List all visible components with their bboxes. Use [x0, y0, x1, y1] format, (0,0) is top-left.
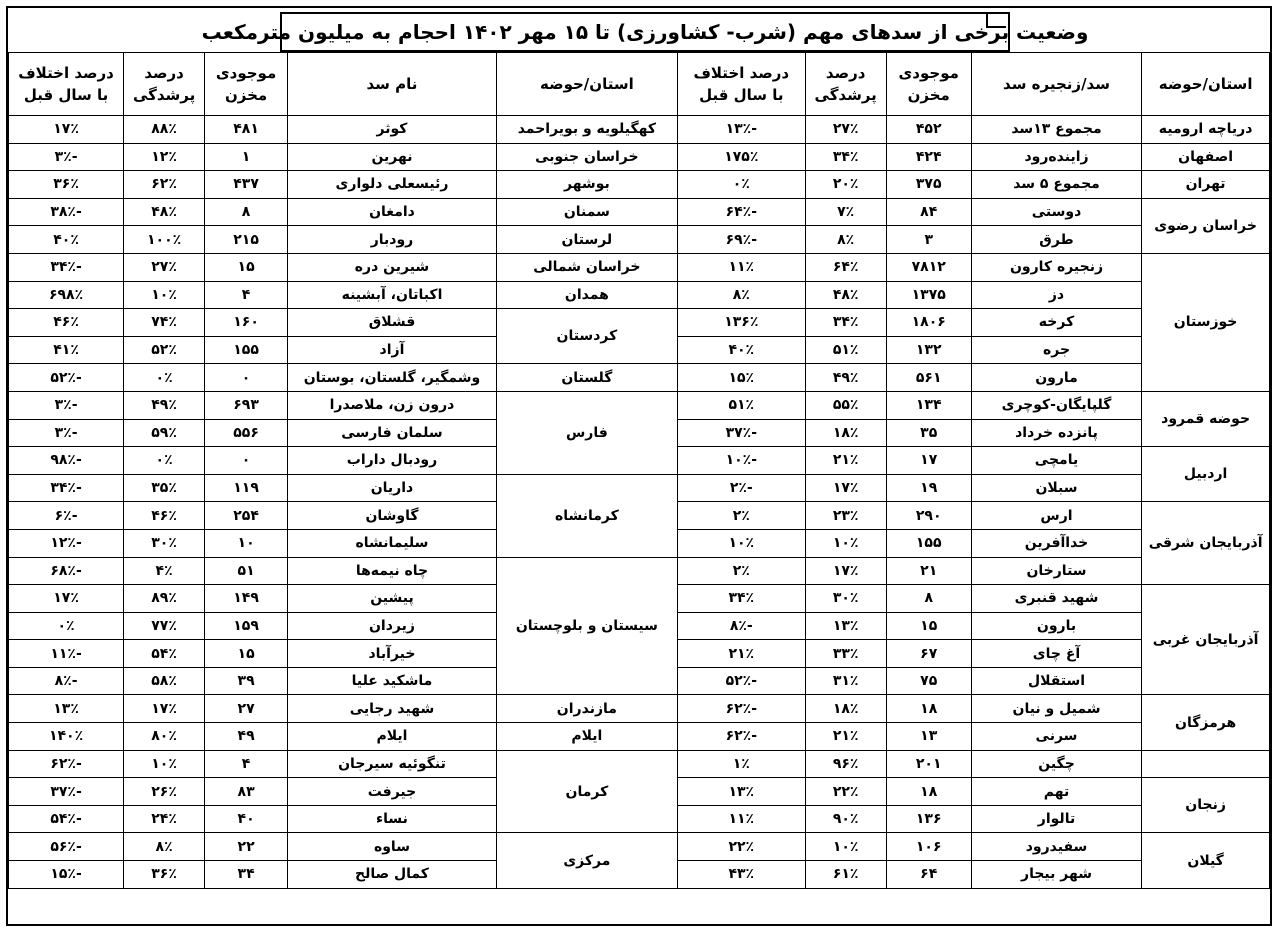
- table-row: [9, 750, 1270, 778]
- dam-name-cell-left: رودبال داراب: [288, 447, 497, 475]
- province-cell-right: حوضه قمرود: [1142, 391, 1270, 446]
- fill-percent-cell-left: ۲۴٪: [124, 805, 205, 833]
- diff-percent-cell-right: -۱۳٪: [677, 116, 805, 144]
- storage-cell-right: ۱۵۵: [886, 529, 971, 557]
- storage-cell-left: ۲۱۵: [205, 226, 288, 254]
- dam-name-cell-left: اکباتان، آبشینه: [288, 281, 497, 309]
- storage-cell-right: ۲۹۰: [886, 502, 971, 530]
- fill-percent-cell-right: ۳۰٪: [805, 585, 886, 613]
- fill-percent-cell-left: ۸۹٪: [124, 585, 205, 613]
- diff-percent-cell-right: ۰٪: [677, 171, 805, 199]
- province-cell-left: گلستان: [496, 364, 677, 392]
- diff-percent-cell-left: -۳۸٪: [9, 198, 124, 226]
- fill-percent-cell-right: ۲۱٪: [805, 723, 886, 751]
- storage-cell-left: ۴: [205, 750, 288, 778]
- diff-percent-cell-right: -۶۲٪: [677, 695, 805, 723]
- storage-cell-right: ۱۸: [886, 778, 971, 806]
- province-cell-left: سمنان: [496, 198, 677, 226]
- header-fill-left-line2: پرشدگی: [132, 86, 196, 104]
- fill-percent-cell-left: ۵۲٪: [124, 336, 205, 364]
- diff-percent-cell-right: ۱۰٪: [677, 529, 805, 557]
- diff-percent-cell-left: -۳۷٪: [9, 778, 124, 806]
- diff-percent-cell-left: ۱۳٪: [9, 695, 124, 723]
- header-province-right: استان/حوضه: [1142, 53, 1270, 116]
- dam-name-cell-left: چاه نیمه‌ها: [288, 557, 497, 585]
- fill-percent-cell-right: ۷٪: [805, 198, 886, 226]
- fill-percent-cell-left: ۳۰٪: [124, 529, 205, 557]
- dam-name-cell-right: شهید قنبری: [971, 585, 1141, 613]
- dam-name-cell-right: گلپایگان-کوچری: [971, 391, 1141, 419]
- dam-name-cell-left: دامغان: [288, 198, 497, 226]
- dam-name-cell-left: شهید رجایی: [288, 695, 497, 723]
- storage-cell-left: ۱۵۹: [205, 612, 288, 640]
- dam-name-cell-right: ارس: [971, 502, 1141, 530]
- dam-status-table: [8, 52, 1270, 889]
- province-cell-right: گیلان: [1142, 833, 1270, 888]
- province-cell-left: بوشهر: [496, 171, 677, 199]
- storage-cell-left: ۴۰: [205, 805, 288, 833]
- fill-percent-cell-left: ۲۶٪: [124, 778, 205, 806]
- dam-name-cell-right: آغ چای: [971, 640, 1141, 668]
- storage-cell-left: ۱۵: [205, 253, 288, 281]
- storage-cell-left: ۱۶۰: [205, 309, 288, 337]
- storage-cell-left: ۱۱۹: [205, 474, 288, 502]
- storage-cell-right: ۲۰۱: [886, 750, 971, 778]
- title-corner-mark: [986, 12, 1006, 28]
- dam-name-cell-right: پانزده خرداد: [971, 419, 1141, 447]
- fill-percent-cell-left: ۴۹٪: [124, 391, 205, 419]
- fill-percent-cell-right: ۲۳٪: [805, 502, 886, 530]
- storage-cell-right: ۱۸: [886, 695, 971, 723]
- dam-name-cell-left: کمال صالح: [288, 861, 497, 889]
- dam-name-cell-left: تنگوئیه سیرجان: [288, 750, 497, 778]
- dam-name-cell-left: سلیمانشاه: [288, 529, 497, 557]
- storage-cell-right: ۱۹: [886, 474, 971, 502]
- storage-cell-right: ۱۳۷۵: [886, 281, 971, 309]
- diff-percent-cell-right: -۵۲٪: [677, 667, 805, 695]
- province-cell-right: اصفهان: [1142, 143, 1270, 171]
- fill-percent-cell-left: ۱۰٪: [124, 281, 205, 309]
- fill-percent-cell-left: ۱۰۰٪: [124, 226, 205, 254]
- fill-percent-cell-right: ۲۲٪: [805, 778, 886, 806]
- diff-percent-cell-right: ۱۱٪: [677, 805, 805, 833]
- header-fill-right: [805, 53, 886, 116]
- table-title: [201, 12, 1089, 52]
- province-cell-left: کرمان: [496, 750, 677, 833]
- fill-percent-cell-right: ۶۱٪: [805, 861, 886, 889]
- diff-percent-cell-right: ۱۵٪: [677, 364, 805, 392]
- fill-percent-cell-left: ۳۶٪: [124, 861, 205, 889]
- storage-cell-right: ۵۶۱: [886, 364, 971, 392]
- header-diff-right-line1: درصد اختلاف: [693, 64, 790, 82]
- fill-percent-cell-left: ۱۰٪: [124, 750, 205, 778]
- fill-percent-cell-right: ۲۱٪: [805, 447, 886, 475]
- storage-cell-right: ۶۴: [886, 861, 971, 889]
- fill-percent-cell-left: ۰٪: [124, 364, 205, 392]
- dam-name-cell-right: یامچی: [971, 447, 1141, 475]
- dam-name-cell-left: زیردان: [288, 612, 497, 640]
- fill-percent-cell-right: ۳۳٪: [805, 640, 886, 668]
- province-cell-left: مرکزی: [496, 833, 677, 888]
- diff-percent-cell-left: -۶٪: [9, 502, 124, 530]
- title-text: وضعیت برخی از سدهای مهم (شرب- کشاورزی) تا ۱۵ مهر ۱۴۰۲ احجام به میلیون مترمکعب: [201, 20, 1089, 44]
- storage-cell-right: ۶۷: [886, 640, 971, 668]
- diff-percent-cell-left: -۵۴٪: [9, 805, 124, 833]
- fill-percent-cell-right: ۳۴٪: [805, 309, 886, 337]
- province-cell-right: اردبیل: [1142, 447, 1270, 502]
- dam-name-cell-right: طرق: [971, 226, 1141, 254]
- dam-name-cell-left: آزاد: [288, 336, 497, 364]
- dam-name-cell-right: شهر بیجار: [971, 861, 1141, 889]
- diff-percent-cell-left: -۳٪: [9, 391, 124, 419]
- diff-percent-cell-left: -۳٪: [9, 143, 124, 171]
- diff-percent-cell-left: ۰٪: [9, 612, 124, 640]
- fill-percent-cell-right: ۹۶٪: [805, 750, 886, 778]
- fill-percent-cell-right: ۲۰٪: [805, 171, 886, 199]
- diff-percent-cell-left: -۳۴٪: [9, 474, 124, 502]
- fill-percent-cell-left: ۸۰٪: [124, 723, 205, 751]
- fill-percent-cell-left: ۰٪: [124, 447, 205, 475]
- header-diff-right-line2: با سال قبل: [699, 86, 784, 104]
- fill-percent-cell-left: ۱۲٪: [124, 143, 205, 171]
- fill-percent-cell-right: ۵۱٪: [805, 336, 886, 364]
- dam-name-cell-right: بارون: [971, 612, 1141, 640]
- diff-percent-cell-left: -۵۲٪: [9, 364, 124, 392]
- header-dam-right: سد/زنجیره سد: [971, 53, 1141, 116]
- province-cell-left: فارس: [496, 391, 677, 474]
- diff-percent-cell-left: -۵۶٪: [9, 833, 124, 861]
- dam-name-cell-right: زاینده‌رود: [971, 143, 1141, 171]
- header-storage-left-line1: موجودی: [215, 64, 277, 82]
- diff-percent-cell-right: -۳۷٪: [677, 419, 805, 447]
- dam-name-cell-right: خداآفرین: [971, 529, 1141, 557]
- storage-cell-left: ۶۹۳: [205, 391, 288, 419]
- dam-name-cell-left: خیرآباد: [288, 640, 497, 668]
- diff-percent-cell-left: ۴۱٪: [9, 336, 124, 364]
- table-row: [9, 695, 1270, 723]
- fill-percent-cell-left: ۵۹٪: [124, 419, 205, 447]
- storage-cell-left: ۵۵۶: [205, 419, 288, 447]
- header-diff-right: [677, 53, 805, 116]
- province-cell-left: لرستان: [496, 226, 677, 254]
- dam-name-cell-right: مجموع ۱۳سد: [971, 116, 1141, 144]
- dam-name-cell-right: مجموع ۵ سد: [971, 171, 1141, 199]
- table-row: [9, 281, 1270, 309]
- dam-name-cell-right: سرنی: [971, 723, 1141, 751]
- diff-percent-cell-right: ۱۳۶٪: [677, 309, 805, 337]
- diff-percent-cell-left: ۱۷٪: [9, 116, 124, 144]
- header-diff-left-line2: با سال قبل: [23, 86, 109, 104]
- storage-cell-right: ۷۵: [886, 667, 971, 695]
- storage-cell-left: ۳۹: [205, 667, 288, 695]
- header-storage-right-line1: موجودی: [898, 64, 959, 82]
- diff-percent-cell-left: -۶۸٪: [9, 557, 124, 585]
- province-cell-left: سیستان و بلوچستان: [496, 557, 677, 695]
- dam-name-cell-left: ایلام: [288, 723, 497, 751]
- storage-cell-left: ۴: [205, 281, 288, 309]
- fill-percent-cell-left: ۳۵٪: [124, 474, 205, 502]
- storage-cell-left: ۸: [205, 198, 288, 226]
- dam-name-cell-left: رودبار: [288, 226, 497, 254]
- diff-percent-cell-right: ۵۱٪: [677, 391, 805, 419]
- diff-percent-cell-left: -۱۲٪: [9, 529, 124, 557]
- storage-cell-right: ۷۸۱۲: [886, 253, 971, 281]
- storage-cell-left: ۴۹: [205, 723, 288, 751]
- storage-cell-right: ۳: [886, 226, 971, 254]
- diff-percent-cell-right: ۴۰٪: [677, 336, 805, 364]
- fill-percent-cell-right: ۳۴٪: [805, 143, 886, 171]
- diff-percent-cell-left: ۱۴۰٪: [9, 723, 124, 751]
- diff-percent-cell-right: ۲۱٪: [677, 640, 805, 668]
- table-row: [9, 391, 1270, 419]
- fill-percent-cell-right: ۶۴٪: [805, 253, 886, 281]
- header-diff-left: [9, 53, 124, 116]
- dam-name-cell-right: تهم: [971, 778, 1141, 806]
- fill-percent-cell-left: ۵۸٪: [124, 667, 205, 695]
- storage-cell-right: ۴۲۴: [886, 143, 971, 171]
- fill-percent-cell-left: ۸۸٪: [124, 116, 205, 144]
- header-dam-left: نام سد: [288, 53, 497, 116]
- diff-percent-cell-right: ۲٪: [677, 557, 805, 585]
- dam-name-cell-right: شمیل و نیان: [971, 695, 1141, 723]
- diff-percent-cell-right: ۸٪: [677, 281, 805, 309]
- dam-name-cell-left: ساوه: [288, 833, 497, 861]
- dam-name-cell-left: وشمگیر، گلستان، بوستان: [288, 364, 497, 392]
- province-cell-right: زنجان: [1142, 778, 1270, 833]
- dam-name-cell-right: استقلال: [971, 667, 1141, 695]
- diff-percent-cell-right: -۶۹٪: [677, 226, 805, 254]
- diff-percent-cell-right: ۲٪: [677, 502, 805, 530]
- header-province-left: استان/حوضه: [496, 53, 677, 116]
- province-cell-left: کردستان: [496, 309, 677, 364]
- header-storage-left: [205, 53, 288, 116]
- table-row: [9, 474, 1270, 502]
- table-row: [9, 198, 1270, 226]
- table-body: [9, 116, 1270, 889]
- diff-percent-cell-right: ۲۲٪: [677, 833, 805, 861]
- storage-cell-right: ۱۷: [886, 447, 971, 475]
- dam-name-cell-left: نهرین: [288, 143, 497, 171]
- province-cell-right: هرمزگان: [1142, 695, 1270, 750]
- fill-percent-cell-right: ۱۷٪: [805, 474, 886, 502]
- diff-percent-cell-right: ۳۴٪: [677, 585, 805, 613]
- storage-cell-left: ۵۱: [205, 557, 288, 585]
- table-row: [9, 116, 1270, 144]
- fill-percent-cell-left: ۷۴٪: [124, 309, 205, 337]
- fill-percent-cell-left: ۴۶٪: [124, 502, 205, 530]
- table-row: [9, 171, 1270, 199]
- header-fill-right-line2: پرشدگی: [814, 86, 877, 104]
- storage-cell-right: ۱۳۲: [886, 336, 971, 364]
- dam-name-cell-left: پیشین: [288, 585, 497, 613]
- province-cell-right: خراسان رضوی: [1142, 198, 1270, 253]
- fill-percent-cell-right: ۱۰٪: [805, 833, 886, 861]
- diff-percent-cell-right: -۸٪: [677, 612, 805, 640]
- fill-percent-cell-right: ۹۰٪: [805, 805, 886, 833]
- fill-percent-cell-right: ۱۳٪: [805, 612, 886, 640]
- storage-cell-right: ۳۵: [886, 419, 971, 447]
- dam-name-cell-left: گاوشان: [288, 502, 497, 530]
- storage-cell-right: ۱۰۶: [886, 833, 971, 861]
- storage-cell-left: ۱۵۵: [205, 336, 288, 364]
- dam-name-cell-left: سلمان فارسی: [288, 419, 497, 447]
- storage-cell-left: ۲۲: [205, 833, 288, 861]
- table-row: [9, 557, 1270, 585]
- dam-name-cell-left: درون زن، ملاصدرا: [288, 391, 497, 419]
- province-cell-right: [1142, 750, 1270, 778]
- dam-name-cell-right: کرخه: [971, 309, 1141, 337]
- diff-percent-cell-left: ۴۰٪: [9, 226, 124, 254]
- diff-percent-cell-left: -۸٪: [9, 667, 124, 695]
- fill-percent-cell-left: ۲۷٪: [124, 253, 205, 281]
- storage-cell-left: ۰: [205, 364, 288, 392]
- province-cell-left: کهگیلویه و بویراحمد: [496, 116, 677, 144]
- fill-percent-cell-right: ۱۰٪: [805, 529, 886, 557]
- diff-percent-cell-right: -۲٪: [677, 474, 805, 502]
- dam-name-cell-right: دز: [971, 281, 1141, 309]
- diff-percent-cell-left: -۱۵٪: [9, 861, 124, 889]
- diff-percent-cell-right: -۱۰٪: [677, 447, 805, 475]
- storage-cell-left: ۱۰: [205, 529, 288, 557]
- storage-cell-left: ۱۵: [205, 640, 288, 668]
- dam-name-cell-right: سبلان: [971, 474, 1141, 502]
- storage-cell-right: ۳۷۵: [886, 171, 971, 199]
- diff-percent-cell-right: -۶۴٪: [677, 198, 805, 226]
- diff-percent-cell-right: ۱٪: [677, 750, 805, 778]
- table-row: [9, 364, 1270, 392]
- province-cell-left: کرمانشاه: [496, 474, 677, 557]
- province-cell-right: دریاچه ارومیه: [1142, 116, 1270, 144]
- diff-percent-cell-right: ۴۳٪: [677, 861, 805, 889]
- fill-percent-cell-right: ۲۷٪: [805, 116, 886, 144]
- dam-name-cell-right: تالوار: [971, 805, 1141, 833]
- storage-cell-right: ۱۳۶: [886, 805, 971, 833]
- fill-percent-cell-right: ۱۷٪: [805, 557, 886, 585]
- header-storage-left-line2: مخزن: [224, 86, 268, 104]
- storage-cell-right: ۱۳: [886, 723, 971, 751]
- diff-percent-cell-right: ۱۷۵٪: [677, 143, 805, 171]
- storage-cell-right: ۲۱: [886, 557, 971, 585]
- dam-name-cell-left: رئیسعلی دلواری: [288, 171, 497, 199]
- header-storage-right-line2: مخزن: [907, 86, 950, 104]
- diff-percent-cell-right: ۱۱٪: [677, 253, 805, 281]
- header-fill-right-line1: درصد: [825, 64, 866, 82]
- fill-percent-cell-left: ۸٪: [124, 833, 205, 861]
- storage-cell-right: ۸۴: [886, 198, 971, 226]
- province-cell-right: آذربایجان غربی: [1142, 585, 1270, 695]
- diff-percent-cell-right: ۱۳٪: [677, 778, 805, 806]
- storage-cell-left: ۳۴: [205, 861, 288, 889]
- storage-cell-left: ۸۳: [205, 778, 288, 806]
- province-cell-left: همدان: [496, 281, 677, 309]
- dam-name-cell-right: زنجیره کارون: [971, 253, 1141, 281]
- fill-percent-cell-left: ۷۷٪: [124, 612, 205, 640]
- storage-cell-left: ۰: [205, 447, 288, 475]
- storage-cell-right: ۴۵۲: [886, 116, 971, 144]
- header-storage-right: [886, 53, 971, 116]
- diff-percent-cell-left: -۱۱٪: [9, 640, 124, 668]
- dam-name-cell-left: قشلاق: [288, 309, 497, 337]
- table-row: [9, 309, 1270, 337]
- storage-cell-right: ۱۳۴: [886, 391, 971, 419]
- dam-name-cell-left: جیرفت: [288, 778, 497, 806]
- storage-cell-left: ۱۴۹: [205, 585, 288, 613]
- storage-cell-right: ۸: [886, 585, 971, 613]
- dam-name-cell-left: نساء: [288, 805, 497, 833]
- header-diff-left-line1: درصد اختلاف: [18, 64, 114, 82]
- dam-name-cell-left: شیرین دره: [288, 253, 497, 281]
- dam-name-cell-right: سفیدرود: [971, 833, 1141, 861]
- fill-percent-cell-right: ۵۵٪: [805, 391, 886, 419]
- fill-percent-cell-right: ۴۸٪: [805, 281, 886, 309]
- province-cell-right: آذربایجان شرقی: [1142, 502, 1270, 585]
- diff-percent-cell-left: ۳۶٪: [9, 171, 124, 199]
- fill-percent-cell-right: ۸٪: [805, 226, 886, 254]
- diff-percent-cell-left: -۹۸٪: [9, 447, 124, 475]
- fill-percent-cell-right: ۴۹٪: [805, 364, 886, 392]
- fill-percent-cell-right: ۳۱٪: [805, 667, 886, 695]
- header-fill-left-line1: درصد: [144, 64, 184, 82]
- dam-name-cell-right: مارون: [971, 364, 1141, 392]
- storage-cell-right: ۱۸۰۶: [886, 309, 971, 337]
- fill-percent-cell-left: ۵۴٪: [124, 640, 205, 668]
- diff-percent-cell-right: -۶۲٪: [677, 723, 805, 751]
- diff-percent-cell-left: -۶۲٪: [9, 750, 124, 778]
- storage-cell-left: ۱: [205, 143, 288, 171]
- table-row: [9, 143, 1270, 171]
- province-cell-left: خراسان شمالی: [496, 253, 677, 281]
- diff-percent-cell-left: -۳۴٪: [9, 253, 124, 281]
- storage-cell-left: ۲۵۴: [205, 502, 288, 530]
- fill-percent-cell-left: ۴٪: [124, 557, 205, 585]
- dam-name-cell-left: داریان: [288, 474, 497, 502]
- diff-percent-cell-left: ۱۷٪: [9, 585, 124, 613]
- storage-cell-left: ۴۸۱: [205, 116, 288, 144]
- dam-name-cell-right: چگین: [971, 750, 1141, 778]
- diff-percent-cell-left: ۶۹۸٪: [9, 281, 124, 309]
- dam-name-cell-right: ستارخان: [971, 557, 1141, 585]
- dam-name-cell-left: کوثر: [288, 116, 497, 144]
- storage-cell-left: ۲۷: [205, 695, 288, 723]
- table-row: [9, 833, 1270, 861]
- province-cell-left: خراسان جنوبی: [496, 143, 677, 171]
- table-row: [9, 226, 1270, 254]
- fill-percent-cell-left: ۱۷٪: [124, 695, 205, 723]
- fill-percent-cell-left: ۶۲٪: [124, 171, 205, 199]
- fill-percent-cell-right: ۱۸٪: [805, 419, 886, 447]
- dam-name-cell-left: ماشکید علیا: [288, 667, 497, 695]
- province-cell-right: تهران: [1142, 171, 1270, 199]
- diff-percent-cell-left: -۳٪: [9, 419, 124, 447]
- header-row: [9, 53, 1270, 116]
- province-cell-left: مازندران: [496, 695, 677, 723]
- province-cell-right: خوزستان: [1142, 253, 1270, 391]
- fill-percent-cell-left: ۴۸٪: [124, 198, 205, 226]
- diff-percent-cell-left: ۴۶٪: [9, 309, 124, 337]
- table-row: [9, 723, 1270, 751]
- storage-cell-right: ۱۵: [886, 612, 971, 640]
- header-fill-left: [124, 53, 205, 116]
- storage-cell-left: ۴۳۷: [205, 171, 288, 199]
- dam-name-cell-right: جره: [971, 336, 1141, 364]
- table-row: [9, 253, 1270, 281]
- fill-percent-cell-right: ۱۸٪: [805, 695, 886, 723]
- dam-name-cell-right: دوستی: [971, 198, 1141, 226]
- province-cell-left: ایلام: [496, 723, 677, 751]
